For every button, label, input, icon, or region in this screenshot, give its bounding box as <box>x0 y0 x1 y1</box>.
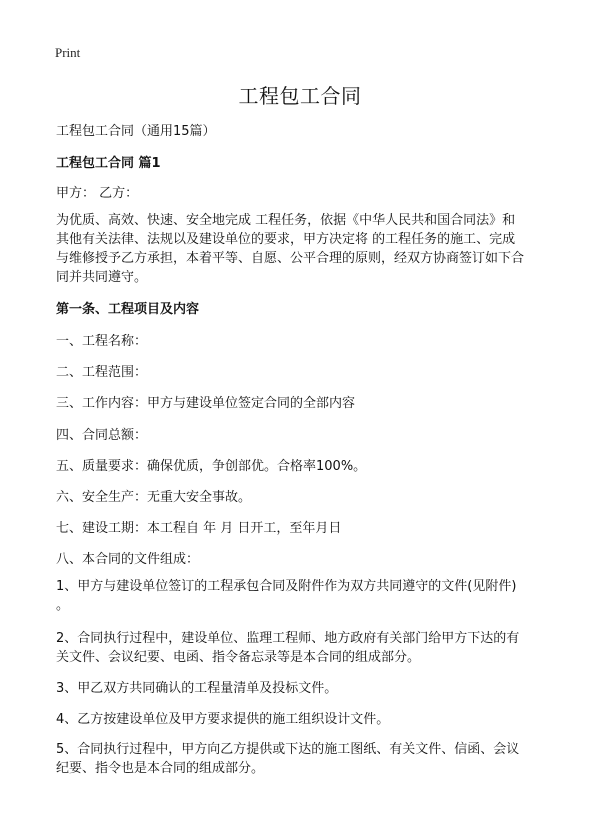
file-item-line: 关文件、会议纪要、电函、指令备忘录等是本合同的组成部分。 <box>56 650 421 665</box>
parties-line: 甲方： 乙方： <box>56 186 139 201</box>
list-item: 一、工程名称： <box>56 334 148 349</box>
document-title: 工程包工合同 <box>238 84 362 108</box>
intro-line: 其他有关法律、法规以及建设单位的要求，甲方决定将 的工程任务的施工、完成 <box>56 232 516 247</box>
print-link[interactable]: Print <box>55 45 81 60</box>
intro-line: 同并共同遵守。 <box>56 270 148 285</box>
file-item-2 <box>56 629 556 667</box>
file-item-1 <box>56 577 556 615</box>
intro-line: 为优质、高效、快速、安全地完成 工程任务，依据《中华人民共和国合同法》和 <box>56 213 516 228</box>
list-item: 四、合同总额： <box>56 428 148 443</box>
file-item-line: 2、合同执行过程中，建设单位、监理工程师、地方政府有关部门给甲方下达的有 <box>56 631 520 646</box>
article-1-title: 第一条、工程项目及内容 <box>56 302 200 317</box>
intro-line: 与维修授予乙方承担，本着平等、自愿、公平合理的原则，经双方协商签订如下合 <box>56 251 525 266</box>
file-item-3 <box>56 679 556 698</box>
list-item: 五、质量要求：确保优质，争创部优。合格率100%。 <box>56 459 367 474</box>
file-item-line: 。 <box>56 598 70 613</box>
file-item-line: 纪要、指令也是本合同的组成部分。 <box>56 761 265 776</box>
list-item: 八、本合同的文件组成： <box>56 552 200 567</box>
document-subtitle: 工程包工合同（通用15篇） <box>56 124 216 139</box>
section-title: 工程包工合同 篇1 <box>56 156 161 171</box>
file-item-5 <box>56 740 556 778</box>
list-item: 二、工程范围： <box>56 365 148 380</box>
file-item-line: 5、合同执行过程中，甲方向乙方提供或下达的施工图纸、有关文件、信函、会议 <box>56 742 520 757</box>
file-item-line: 4、乙方按建设单位及甲方要求提供的施工组织设计文件。 <box>56 712 390 727</box>
file-item-line: 3、甲乙双方共同确认的工程量清单及投标文件。 <box>56 681 338 696</box>
list-item: 七、建设工期：本工程自 年 月 日开工，至年月日 <box>56 521 342 536</box>
list-item: 三、工作内容：甲方与建设单位签定合同的全部内容 <box>56 396 356 411</box>
list-item: 六、安全生产：无重大安全事故。 <box>56 490 252 505</box>
file-item-line: 1、甲方与建设单位签订的工程承包合同及附件作为双方共同遵守的文件(见附件) <box>56 579 517 594</box>
file-item-4 <box>56 710 556 729</box>
intro-paragraph <box>56 211 556 287</box>
